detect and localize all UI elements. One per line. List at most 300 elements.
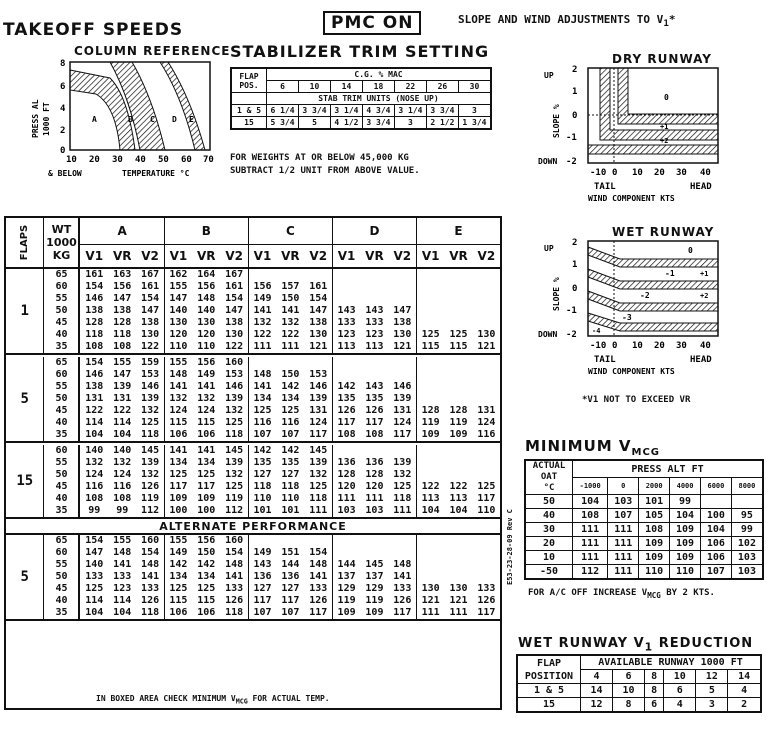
speed-cell: 125 [220, 481, 248, 493]
speed-cell: 141 [197, 445, 216, 456]
speed-cell [416, 293, 444, 305]
speed-cell: 154 [85, 357, 104, 368]
speed-cell: 132 [169, 393, 188, 404]
slope-wind-title-star: * [668, 13, 676, 26]
speed-cell: 155 [169, 357, 188, 368]
speed-cell: 133 [337, 317, 356, 328]
speed-cell: 148 [113, 547, 132, 558]
speed-cell: 146 [85, 369, 104, 380]
speed-cell: 132 [305, 469, 333, 481]
speed-cell: 117 [365, 417, 384, 428]
x-tick: 50 [158, 155, 169, 165]
speed-cell: 115 [197, 595, 216, 606]
speed-cell: 154 [220, 547, 248, 559]
trim-val: 3 3/4 [426, 105, 458, 117]
speed-row [6, 583, 500, 595]
x-label-left: & BELOW [48, 169, 82, 178]
speed-cell: 150 [281, 293, 300, 304]
speed-row [6, 305, 500, 317]
speed-cell: 127 [253, 469, 272, 480]
speed-cell: 131 [477, 405, 496, 416]
trim-val: 3 3/4 [298, 105, 330, 117]
speed-cell [473, 305, 500, 317]
speed-cell: 156 [253, 281, 272, 292]
speed-row [6, 595, 500, 607]
length-header: 12 [696, 670, 728, 684]
alt-header: 6000 [700, 478, 731, 495]
wt-label-1: WT [51, 223, 72, 236]
speed-cell: 125 [169, 583, 188, 594]
speed-cell [332, 445, 360, 457]
wet-tail: TAIL [594, 355, 616, 365]
speed-cell [332, 534, 360, 547]
length-header: 8 [645, 670, 664, 684]
speed-cell: 125 [85, 583, 104, 594]
speed-cell: 135 [253, 457, 272, 468]
speed-cell: 122 [85, 405, 104, 416]
speed-cell [389, 281, 417, 293]
dry-up: UP [544, 71, 554, 80]
speed-cell [332, 357, 360, 369]
speed-cell: 114 [113, 595, 132, 606]
press-alt-header: PRESS ALT FT [573, 460, 764, 478]
speed-cell: 137 [365, 571, 384, 582]
page-title: TAKEOFF SPEEDS [3, 20, 184, 40]
wet-reduction-title-end: REDUCTION [658, 636, 754, 651]
speed-cell [473, 547, 500, 559]
speed-cell: 104 [85, 429, 104, 440]
speed-cell: 100 [197, 505, 216, 516]
speed-cell: 130 [421, 583, 440, 594]
wrr-cell: 8 [613, 698, 645, 713]
speed-cell: 106 [197, 607, 216, 618]
vmcg-cell: 110 [639, 565, 670, 580]
vmcg-row [525, 509, 763, 523]
speed-cell: 123 [337, 329, 356, 340]
vmcg-cell: 107 [700, 565, 731, 580]
x-tick: 40 [135, 155, 146, 165]
wrr-cell: 2 [728, 698, 761, 713]
speed-cell [332, 293, 360, 305]
speeds-footnote [96, 694, 330, 706]
speed-cell [276, 534, 304, 547]
speed-subheader: V1 [421, 248, 440, 263]
weight-cell: 45 [44, 317, 80, 329]
speed-cell: 134 [197, 457, 216, 468]
speed-cell: 119 [365, 595, 384, 606]
vmcg-cell: 107 [608, 509, 639, 523]
speed-cell: 148 [169, 369, 188, 380]
speed-row [6, 268, 500, 281]
y-tick: 0 [572, 284, 578, 294]
speed-cell: 132 [85, 457, 104, 468]
speed-cell: 119 [136, 493, 164, 505]
trim-val: 4 1/2 [330, 117, 362, 130]
y-tick: 0 [572, 111, 578, 121]
speed-cell: 108 [113, 493, 132, 504]
speed-cell: 131 [113, 393, 132, 404]
speed-cell: 114 [85, 595, 104, 606]
speed-cell: 141 [305, 571, 333, 583]
speed-cell [473, 559, 500, 571]
speed-cell: 118 [389, 493, 417, 505]
speed-cell: 115 [197, 417, 216, 428]
speed-cell: 153 [220, 369, 248, 381]
speed-cell: 121 [449, 595, 468, 606]
speed-row [6, 607, 500, 620]
speed-cell [389, 534, 417, 547]
speed-cell: 125 [220, 417, 248, 429]
speed-cell: 139 [220, 457, 248, 469]
y-label-2: 1000 FT [42, 102, 51, 136]
speed-row [6, 547, 500, 559]
vmcg-cell: 99 [731, 523, 763, 537]
speed-cell [416, 547, 444, 559]
wet-zone: -4 [592, 327, 601, 335]
cg-value: 6 [267, 81, 299, 93]
speed-cell: 106 [169, 429, 188, 440]
speed-cell: 124 [305, 417, 333, 429]
speed-cell: 113 [337, 341, 356, 352]
speed-cell: 127 [281, 469, 300, 480]
vmcg-cell: 104 [700, 523, 731, 537]
x-tick: 20 [654, 341, 665, 351]
speed-cell: 132 [136, 469, 164, 481]
speed-cell [416, 534, 444, 547]
speed-cell: 120 [197, 329, 216, 340]
v1-note: *V1 NOT TO EXCEED VR [582, 395, 691, 405]
speed-cell: 132 [281, 317, 300, 328]
speed-cell: 111 [305, 505, 333, 518]
cg-value: 10 [298, 81, 330, 93]
vmcg-cell: 111 [608, 551, 639, 565]
speeds-table [6, 218, 500, 623]
speed-cell [416, 393, 444, 405]
speed-cell: 111 [421, 607, 440, 618]
alt-title-row [6, 521, 500, 534]
min-vmcg-title-sub: MCG [631, 447, 661, 458]
dry-zone: +2 [660, 137, 669, 145]
y-tick: 0 [60, 146, 66, 156]
speed-cell: 139 [305, 457, 333, 469]
speed-cell: 128 [113, 317, 132, 328]
alt-header: 2000 [639, 478, 670, 495]
vmcg-cell: 99 [670, 495, 701, 509]
vmcg-cell: 111 [608, 565, 639, 580]
wrr-cell: 6 [645, 698, 664, 713]
wrr-cell: 6 [664, 684, 696, 698]
oat-cell: 40 [525, 509, 573, 523]
speed-subheader: V2 [477, 248, 496, 263]
speed-cell: 124 [113, 469, 132, 480]
vmcg-cell: 105 [639, 509, 670, 523]
speed-cell [444, 559, 472, 571]
speed-row [6, 505, 500, 518]
speed-cell: 138 [85, 305, 104, 316]
speed-cell [444, 293, 472, 305]
wrr-cell: 4 [728, 684, 761, 698]
speed-cell [360, 534, 388, 547]
speed-cell: 148 [253, 369, 272, 380]
speed-cell: 110 [281, 493, 300, 504]
oat-cell: 20 [525, 537, 573, 551]
speed-cell: 117 [389, 607, 417, 620]
dry-band-3 [588, 145, 718, 154]
wet-zone: -3 [622, 313, 632, 322]
speed-cell [416, 305, 444, 317]
speed-cell: 125 [136, 417, 164, 429]
speed-cell [248, 534, 276, 547]
speed-cell: 143 [365, 305, 384, 316]
wrr-row [517, 684, 761, 698]
wrr-flap-h1: FLAP [536, 657, 562, 669]
wrr-cell: 14 [581, 684, 613, 698]
speed-cell: 110 [169, 341, 188, 352]
region-b: B [128, 115, 133, 124]
weight-cell: 55 [44, 381, 80, 393]
speed-cell: 145 [365, 559, 384, 570]
vmcg-cell: 110 [670, 565, 701, 580]
weight-cell: 50 [44, 469, 80, 481]
speed-cell: 147 [220, 305, 248, 317]
length-header: 14 [728, 670, 761, 684]
speed-cell: 130 [220, 329, 248, 341]
speed-cell: 104 [85, 607, 104, 618]
speed-cell: 132 [220, 405, 248, 417]
speed-cell: 125 [197, 583, 216, 594]
speed-cell: 100 [169, 505, 188, 516]
alt-header: 4000 [670, 478, 701, 495]
speed-row [6, 445, 500, 457]
speed-cell: 118 [305, 493, 333, 505]
speed-cell: 122 [421, 481, 440, 492]
y-tick: -2 [566, 330, 577, 340]
wrr-flap: 15 [517, 698, 581, 713]
flap-cell: 15 [6, 445, 44, 518]
speed-cell: 125 [389, 481, 417, 493]
vmcg-cell: 106 [700, 551, 731, 565]
weight-cell: 60 [44, 445, 80, 457]
speed-cell: 116 [113, 481, 132, 492]
speed-row [6, 571, 500, 583]
speed-cell: 161 [85, 269, 104, 280]
flap-header-line1: FLAP [239, 71, 259, 81]
speed-cell: 132 [220, 469, 248, 481]
speed-cell: 126 [477, 595, 496, 606]
speed-cell: 134 [169, 457, 188, 468]
wet-zone: -2 [640, 291, 650, 300]
vmcg-cell: 111 [573, 551, 608, 565]
speed-cell: 154 [85, 535, 104, 546]
speed-cell [248, 268, 276, 281]
speed-cell [276, 357, 304, 369]
x-tick: -10 [590, 168, 607, 178]
speed-cell: 115 [449, 341, 468, 352]
speed-cell: 117 [477, 607, 496, 618]
speed-cell [389, 547, 417, 559]
oat-h1: ACTUAL [532, 461, 566, 471]
y-tick: -2 [566, 157, 577, 167]
speed-cell: 146 [85, 293, 104, 304]
wrr-cell: 4 [664, 698, 696, 713]
x-tick: 10 [632, 168, 643, 178]
speed-cell: 135 [337, 393, 356, 404]
wet-zone: 0 [688, 246, 693, 255]
speed-cell: 147 [113, 369, 132, 380]
speed-cell: 131 [85, 393, 104, 404]
speed-cell: 123 [365, 329, 384, 340]
speed-cell: 118 [220, 607, 248, 620]
speed-cell [444, 469, 472, 481]
speed-cell: 101 [253, 505, 272, 516]
trim-val: 5 [298, 117, 330, 130]
weight-cell: 65 [44, 534, 80, 547]
speed-cell [444, 381, 472, 393]
weight-cell: 55 [44, 293, 80, 305]
speed-cell: 140 [85, 559, 104, 570]
vmcg-cell: 100 [700, 509, 731, 523]
speed-cell [444, 547, 472, 559]
speed-cell: 114 [85, 417, 104, 428]
speed-cell: 104 [113, 429, 132, 440]
dry-tail: TAIL [594, 182, 616, 192]
speed-cell [389, 445, 417, 457]
speed-cell: 162 [169, 269, 188, 280]
speed-cell: 139 [389, 457, 417, 469]
trim-val: 6 1/4 [267, 105, 299, 117]
oat-cell: 30 [525, 523, 573, 537]
x-label-right: TEMPERATURE °C [122, 169, 190, 178]
speed-cell: 126 [305, 595, 333, 607]
speed-cell: 117 [389, 429, 417, 442]
speed-cell [276, 268, 304, 281]
speed-cell: 117 [253, 595, 272, 606]
speed-cell: 125 [477, 481, 496, 492]
speed-cell [305, 357, 333, 369]
speed-cell: 138 [389, 317, 417, 329]
trim-val: 2 1/2 [426, 117, 458, 130]
speed-cell: 139 [305, 393, 333, 405]
trim-val: 5 3/4 [267, 117, 299, 130]
speed-cell: 141 [197, 381, 216, 392]
col-c: C [248, 218, 332, 244]
speed-cell: 161 [136, 281, 164, 293]
speeds-table-frame [4, 216, 502, 710]
speed-cell [473, 457, 500, 469]
min-vmcg-table [524, 459, 764, 580]
speed-cell: 112 [136, 505, 164, 518]
speed-cell: 149 [253, 547, 272, 558]
speed-cell: 108 [113, 341, 132, 352]
speed-cell [416, 381, 444, 393]
oat-cell: -50 [525, 565, 573, 580]
speed-cell [473, 317, 500, 329]
speed-cell [360, 293, 388, 305]
region-d: D [172, 115, 177, 124]
cg-value: 30 [458, 81, 491, 93]
trim-val: 3 1/4 [394, 105, 426, 117]
speed-subheader: VR [365, 248, 384, 263]
speed-cell: 134 [281, 393, 300, 404]
vmcg-cell: 109 [670, 523, 701, 537]
speed-cell: 136 [337, 457, 356, 468]
speed-cell: 121 [305, 341, 333, 354]
speed-cell: 154 [136, 547, 164, 559]
speed-cell: 138 [136, 317, 164, 329]
speed-cell: 130 [305, 329, 333, 341]
speed-cell: 132 [197, 393, 216, 404]
vmcg-note [528, 588, 715, 600]
speed-cell: 130 [169, 317, 188, 328]
dry-zone: 0 [664, 93, 669, 102]
cg-value: 18 [362, 81, 394, 93]
speed-subheader: VR [112, 248, 132, 263]
speed-cell: 110 [197, 341, 216, 352]
trim-val: 1 3/4 [458, 117, 491, 130]
speed-cell: 138 [305, 317, 333, 329]
wet-reduction-title [518, 636, 753, 654]
speed-cell: 124 [477, 417, 496, 428]
weight-cell: 40 [44, 493, 80, 505]
vmcg-cell: 112 [573, 565, 608, 580]
speed-row [6, 469, 500, 481]
cg-value: 14 [330, 81, 362, 93]
speed-cell [473, 369, 500, 381]
speed-cell: 134 [253, 393, 272, 404]
stab-trim-table [230, 67, 492, 130]
speed-row [6, 417, 500, 429]
speed-cell: 109 [421, 429, 440, 440]
speed-cell [416, 369, 444, 381]
speed-cell [360, 445, 388, 457]
speed-cell [360, 268, 388, 281]
speed-cell [332, 369, 360, 381]
speed-cell: 124 [389, 417, 417, 429]
speed-cell: 156 [113, 281, 132, 292]
speed-cell: 147 [389, 305, 417, 317]
speed-cell: 140 [113, 445, 132, 456]
y-tick: 8 [60, 59, 66, 69]
vmcg-row [525, 565, 763, 580]
speed-cell: 127 [281, 583, 300, 594]
flaps-header [6, 218, 44, 268]
col-a: A [79, 218, 164, 244]
speed-cell: 122 [113, 405, 132, 416]
speed-subheader: VR [197, 248, 216, 263]
speed-cell: 116 [477, 429, 496, 440]
speed-cell: 119 [421, 417, 440, 428]
speed-cell [416, 469, 444, 481]
cg-header: C.G. % MAC [267, 68, 492, 81]
speed-cell: 118 [220, 429, 248, 442]
speed-cell: 160 [136, 534, 164, 547]
speed-cell: 132 [389, 469, 417, 481]
speed-cell: 160 [220, 534, 248, 547]
speed-cell [444, 357, 472, 369]
wet-reduction-table [516, 654, 762, 713]
vmcg-cell: 103 [731, 551, 763, 565]
speed-cell: 123 [113, 583, 132, 594]
speed-cell: 147 [169, 293, 188, 304]
speed-cell: 149 [197, 369, 216, 380]
footnote-sub: MCG [235, 697, 248, 706]
speed-cell: 114 [113, 417, 132, 428]
speed-cell: 157 [281, 281, 300, 292]
wrr-cell: 10 [613, 684, 645, 698]
pmc-label: PMC ON [331, 13, 414, 33]
speed-cell: 133 [136, 583, 164, 595]
speed-cell: 164 [197, 269, 216, 280]
